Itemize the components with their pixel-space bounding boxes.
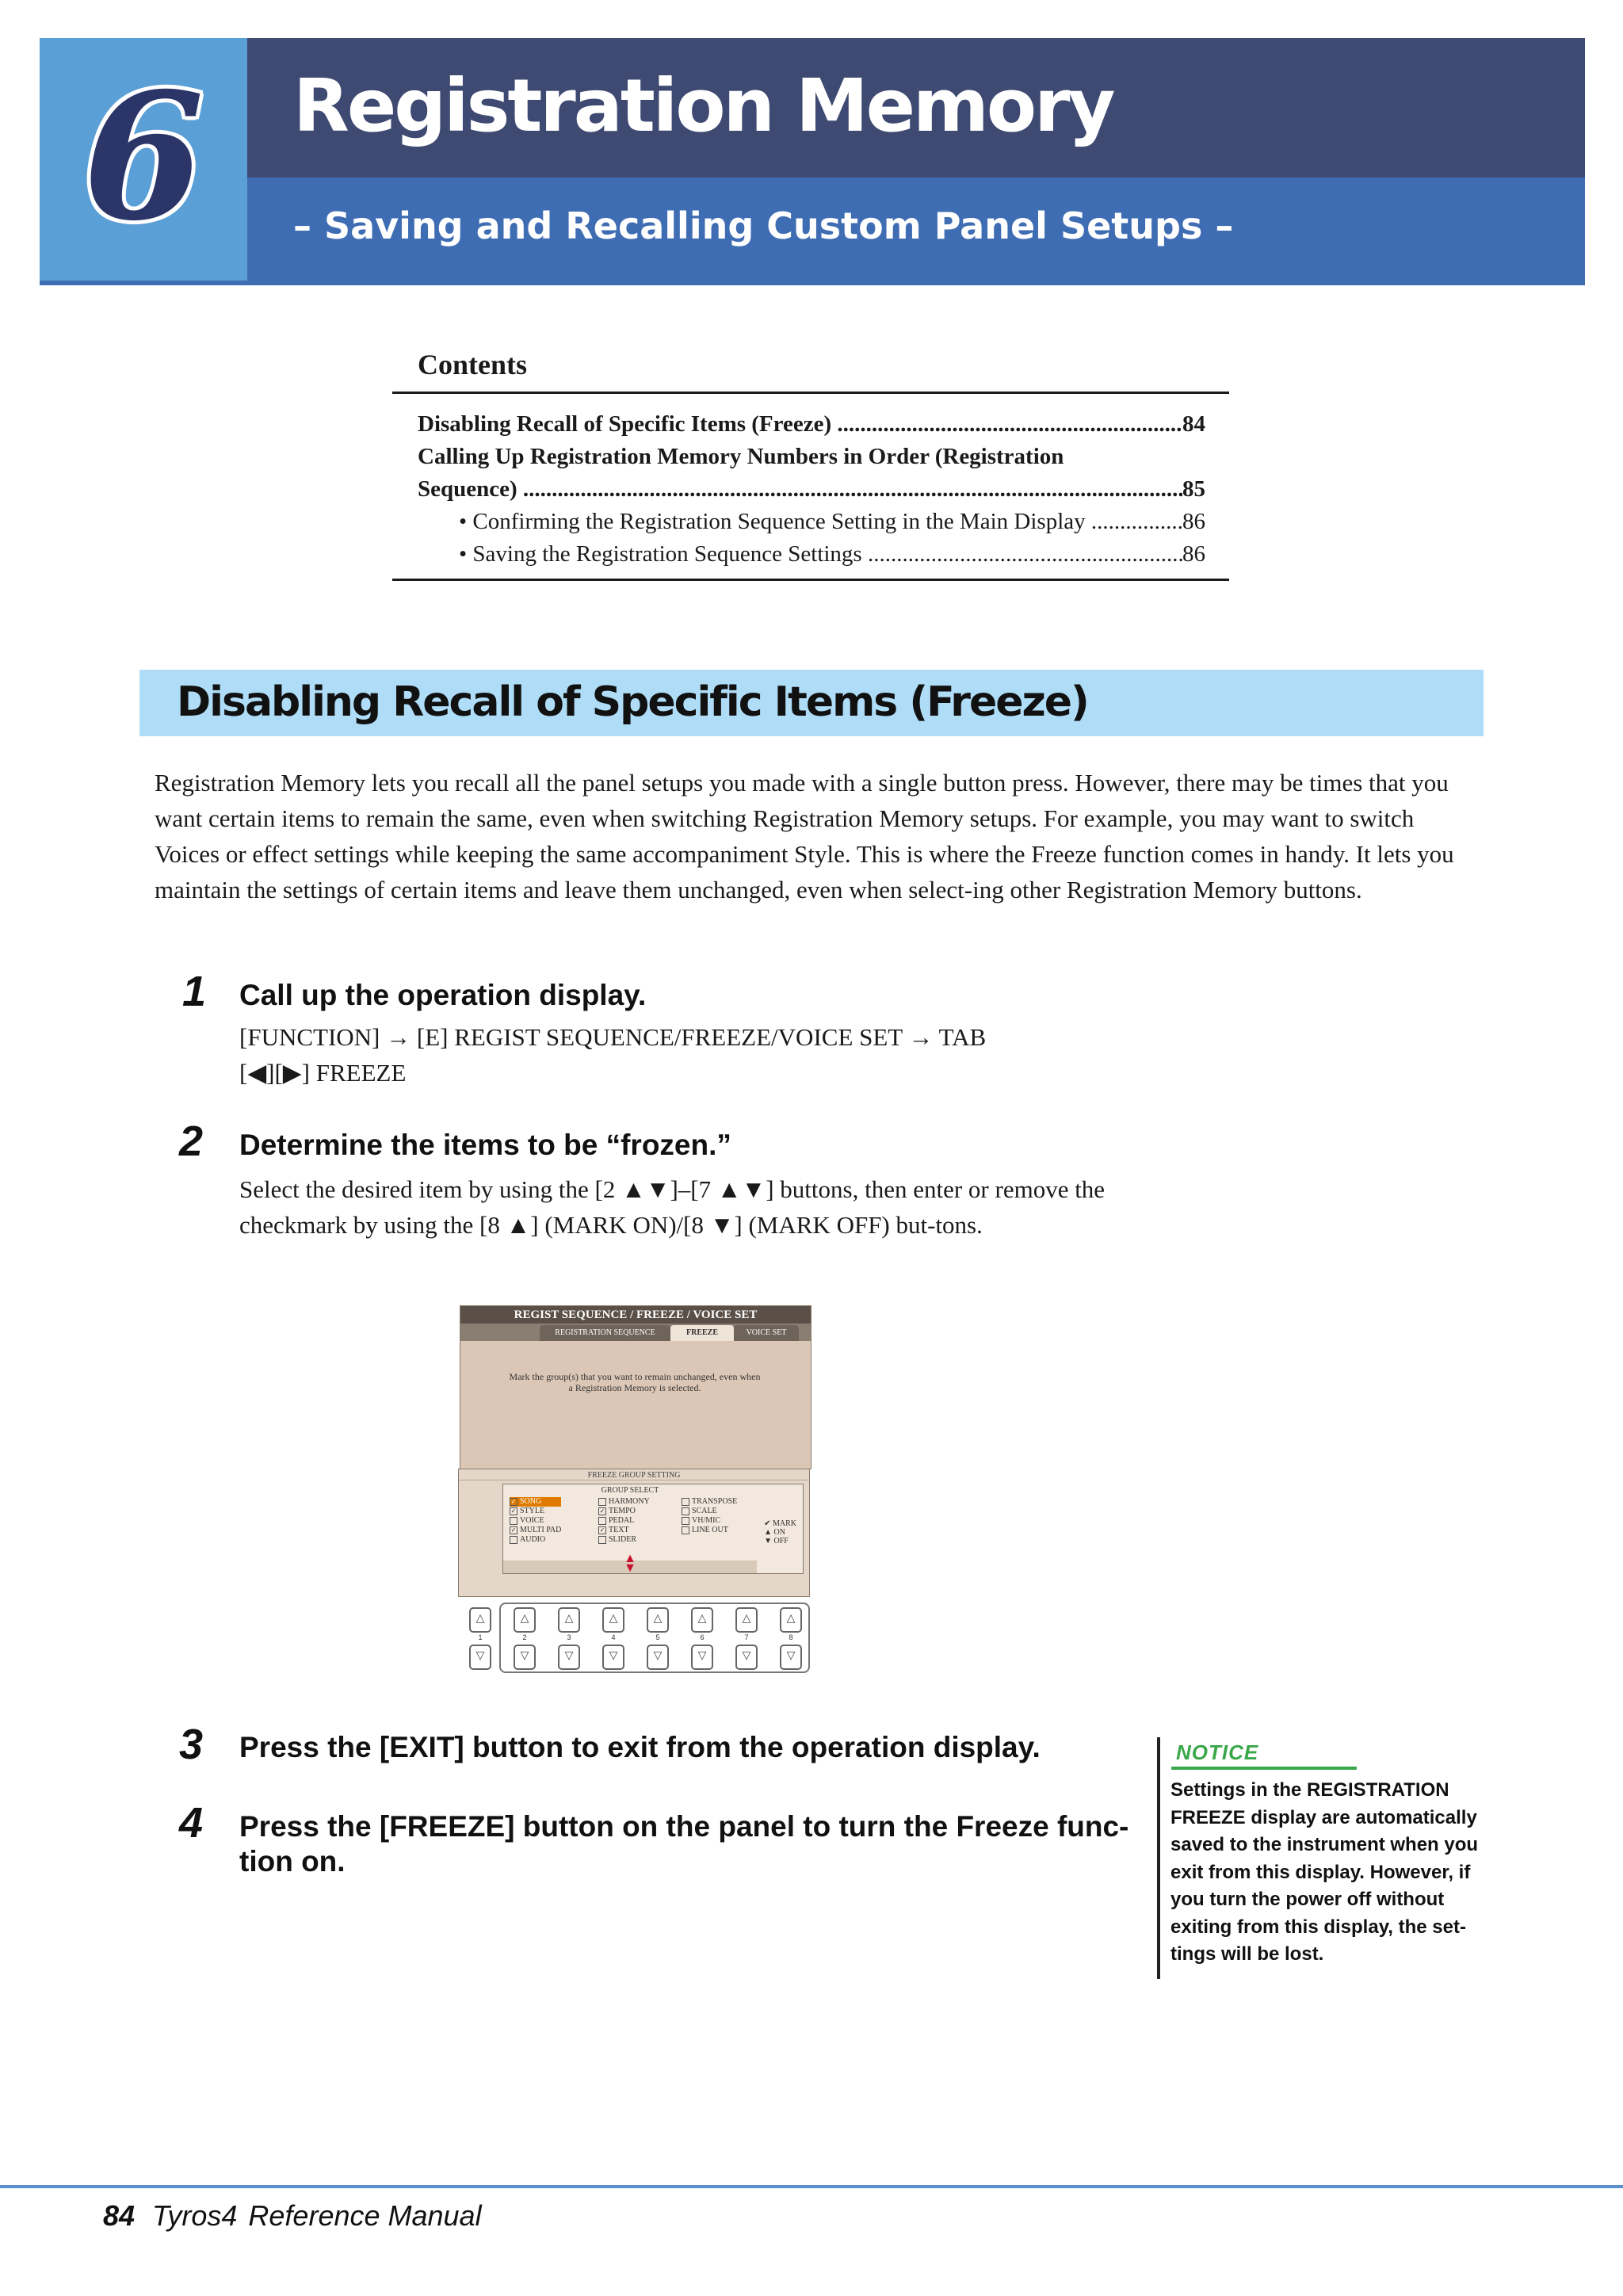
checkbox-icon xyxy=(598,1498,606,1506)
lcd-screen xyxy=(460,1305,812,1469)
checkbox-icon xyxy=(682,1498,689,1506)
checkbox-icon xyxy=(682,1517,689,1525)
page-footer xyxy=(103,2199,482,2233)
chapter-divider xyxy=(40,281,1585,285)
button-1-down[interactable]: ▽ xyxy=(469,1645,491,1670)
section-title: Disabling Recall of Specific Items (Freeze) xyxy=(177,678,1088,726)
toc-entry-page: 86 xyxy=(1182,509,1205,534)
step-heading: Call up the operation display. xyxy=(239,979,647,1011)
step-number: 1 xyxy=(182,968,207,1015)
toc-entry-text: • Confirming the Registration Sequence Setting in the Main Display ..... xyxy=(459,506,1182,538)
tab-registration-sequence[interactable]: REGISTRATION SEQUENCE xyxy=(540,1325,670,1341)
page-number: 84 xyxy=(103,2199,136,2232)
tab-voice-set[interactable]: VOICE SET xyxy=(734,1325,799,1341)
toc-subentry[interactable] xyxy=(418,538,1205,571)
button-label: 5 xyxy=(655,1633,660,1641)
step-number: 2 xyxy=(179,1117,204,1165)
group-column-3 xyxy=(682,1497,737,1535)
button-6-down[interactable]: ▽ xyxy=(691,1645,713,1670)
notice-text: Settings in the REGISTRATION FREEZE display are automatically saved to the instrument when you exit from this display. However, if you turn the power off without exiting from this display, the set-tings will be lost. xyxy=(1170,1779,1479,1965)
group-item-text[interactable]: ✓ TEXT xyxy=(599,1526,629,1534)
chapter-subtitle: – Saving and Recalling Custom Panel Setups – xyxy=(293,204,1234,247)
button-1-up[interactable]: △ xyxy=(469,1607,491,1633)
button-5-down[interactable]: ▽ xyxy=(647,1645,669,1670)
button-7-down[interactable]: ▽ xyxy=(735,1645,758,1670)
screen-title: REGIST SEQUENCE / FREEZE / VOICE SET xyxy=(460,1306,811,1324)
scroll-arrow-icon: ▲ ▼ xyxy=(624,1552,636,1575)
group-item-transpose[interactable]: TRANSPOSE xyxy=(682,1497,737,1507)
group-select-label: GROUP SELECT xyxy=(601,1486,659,1495)
chapter-number: 6 xyxy=(82,54,204,259)
button-label: 7 xyxy=(744,1633,749,1641)
toc-entry[interactable] xyxy=(418,408,1205,441)
button-7-up[interactable]: △ xyxy=(735,1607,758,1633)
panel-buttons xyxy=(458,1603,812,1670)
step-number: 3 xyxy=(179,1721,204,1768)
button-label: 4 xyxy=(611,1633,616,1641)
group-item-slider[interactable]: SLIDER xyxy=(598,1535,650,1545)
checkbox-icon: ✓ xyxy=(510,1526,517,1534)
button-label: 3 xyxy=(567,1633,571,1641)
contents-list xyxy=(392,394,1229,581)
model-name: Tyros4 xyxy=(152,2199,238,2232)
toc-entry-text: Disabling Recall of Specific Items (Freeze) ..... xyxy=(418,408,1182,441)
chapter-number-box xyxy=(40,38,247,281)
checkbox-icon xyxy=(510,1517,517,1525)
group-item-tempo[interactable]: ✓ TEMPO xyxy=(599,1507,636,1515)
button-2-down[interactable]: ▽ xyxy=(514,1645,536,1670)
button-3-down[interactable]: ▽ xyxy=(558,1645,580,1670)
group-item-scale[interactable]: SCALE xyxy=(682,1507,737,1516)
notice-underline xyxy=(1171,1767,1357,1770)
checkbox-icon xyxy=(598,1517,606,1525)
checkbox-icon: ✓ xyxy=(510,1507,517,1515)
contents-box xyxy=(392,342,1229,581)
button-label: 6 xyxy=(700,1633,705,1641)
group-select-panel xyxy=(502,1484,804,1574)
group-item-line-out[interactable]: LINE OUT xyxy=(682,1526,737,1535)
lcd-lower-area xyxy=(458,1469,810,1597)
freeze-group-setting-label: FREEZE GROUP SETTING xyxy=(459,1471,809,1480)
checkbox-icon xyxy=(510,1536,517,1544)
toc-subentry[interactable] xyxy=(418,506,1205,538)
screen-message: Mark the group(s) that you want to remain unchanged, even when a Registration Memory is selected. xyxy=(509,1371,761,1393)
button-8-up[interactable]: △ xyxy=(780,1607,802,1633)
group-item-audio[interactable]: AUDIO xyxy=(510,1535,561,1545)
button-label: 8 xyxy=(789,1633,793,1641)
toc-entry[interactable] xyxy=(418,473,1205,506)
step-heading: Determine the items to be “frozen.” xyxy=(239,1129,731,1161)
group-item-multi-pad[interactable]: ✓ MULTI PAD xyxy=(510,1526,562,1534)
button-3-up[interactable]: △ xyxy=(558,1607,580,1633)
step-number: 4 xyxy=(179,1799,204,1847)
toc-entry-page: 86 xyxy=(1182,541,1205,567)
group-item-voice[interactable]: VOICE xyxy=(510,1516,561,1526)
group-item-pedal[interactable]: PEDAL xyxy=(598,1516,650,1526)
button-label: 2 xyxy=(522,1633,527,1641)
step-operation-line: [◀][▶] FREEZE xyxy=(239,1059,407,1087)
notice-rule xyxy=(1157,1737,1160,1979)
checkbox-icon xyxy=(682,1526,689,1534)
step-operation-line: [FUNCTION] → [E] REGIST SEQUENCE/FREEZE/VOICE SET → TAB xyxy=(239,1023,987,1051)
step-heading: Press the [FREEZE] button on the panel to turn the Freeze func-tion on. xyxy=(239,1810,1129,1878)
group-item-vh-mic[interactable]: VH/MIC xyxy=(682,1516,737,1526)
button-4-up[interactable]: △ xyxy=(602,1607,624,1633)
button-6-up[interactable]: △ xyxy=(691,1607,713,1633)
footer-rule xyxy=(0,2185,1623,2188)
contents-heading: Contents xyxy=(392,342,1229,394)
button-8-down[interactable]: ▽ xyxy=(780,1645,802,1670)
tab-freeze[interactable]: FREEZE xyxy=(670,1325,734,1341)
button-5-up[interactable]: △ xyxy=(647,1607,669,1633)
group-item-harmony[interactable]: HARMONY xyxy=(598,1497,650,1507)
manual-name: Reference Manual xyxy=(248,2199,482,2232)
toc-entry-text-cont: Sequence) ..... xyxy=(418,473,1182,506)
toc-entry-page: 84 xyxy=(1182,411,1205,437)
group-column-1 xyxy=(510,1497,561,1545)
checkbox-icon: ✓ xyxy=(599,1526,605,1534)
toc-entry-text: • Saving the Registration Sequence Settings ..... xyxy=(459,538,1182,571)
checkbox-icon: ✓ xyxy=(510,1498,517,1505)
chapter-title: Registration Memory xyxy=(293,63,1113,148)
screen-tabbar xyxy=(460,1324,811,1341)
toc-entry-page: 85 xyxy=(1182,476,1205,502)
screen-illustration xyxy=(458,1305,812,1670)
group-item-song[interactable]: ✓ SONG xyxy=(510,1497,561,1507)
group-column-2 xyxy=(598,1497,650,1545)
button-label: 1 xyxy=(478,1633,483,1641)
step-body: Select the desired item by using the [2 ▲▼]–[7 ▲▼] buttons, then enter or remove the checkmark by using the [8 ▲] (MARK ON)/[8 ▼] (MARK OFF) but-tons. xyxy=(239,1175,1106,1239)
checkbox-icon xyxy=(682,1507,689,1515)
mark-legend: ✔ MARK ▲ ON ▼ OFF xyxy=(764,1519,796,1545)
notice-title: NOTICE xyxy=(1176,1740,1259,1764)
button-4-down[interactable]: ▽ xyxy=(602,1645,624,1670)
group-item-style[interactable]: ✓ STYLE xyxy=(510,1507,545,1515)
toc-entry-text[interactable]: Calling Up Registration Memory Numbers in Order (Registration xyxy=(418,444,1064,469)
button-2-up[interactable]: △ xyxy=(514,1607,536,1633)
step-body xyxy=(239,1019,1151,1091)
step-heading: Press the [EXIT] button to exit from the operation display. xyxy=(239,1731,1041,1763)
intro-paragraph: Registration Memory lets you recall all the panel setups you made with a single button press. However, there may be times that you want certain items to remain the same, even when switching Registration Memory setups. For example, you may want to switch Voices or effect settings while keeping the same accompaniment Style. This is where the Freeze function comes in handy. It lets you maintain the settings of certain items and leave them unchanged, even when select-ing other Registration Memory buttons. xyxy=(155,769,1454,904)
checkbox-icon xyxy=(598,1536,606,1544)
checkbox-icon: ✓ xyxy=(599,1507,605,1515)
